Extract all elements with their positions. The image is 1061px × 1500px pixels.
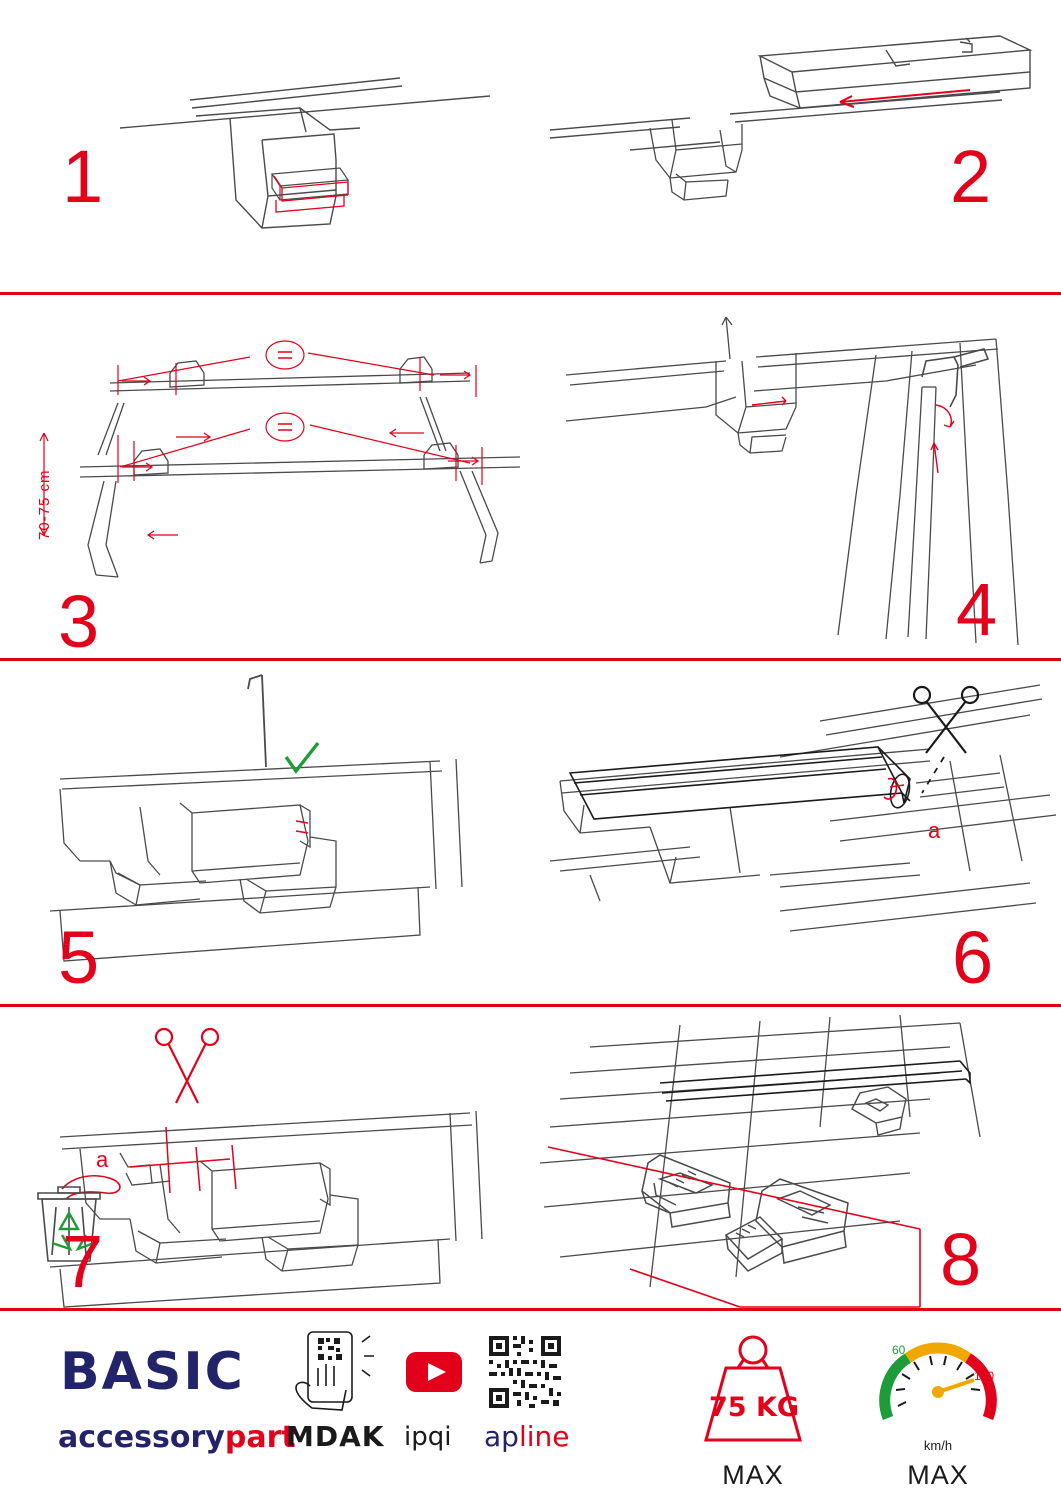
svg-text:60: 60 [892,1343,906,1357]
max-load-value: 75 KG [708,1392,800,1423]
apline-label-accent: line [518,1420,570,1453]
brand-name-main: accessory [58,1420,225,1455]
panel-step-5 [0,661,530,1004]
qr-code-icon[interactable] [487,1334,563,1410]
panel-step-1 [0,0,530,292]
youtube-logo[interactable] [406,1352,462,1392]
label-a-step-6: a [928,818,941,843]
mdak-logo [288,1330,398,1410]
label-a-step-7: a [96,1147,109,1172]
footer-bar [0,1312,1061,1500]
ipqi-label: ipqi [404,1422,452,1452]
brand-name-accent: part [224,1420,296,1455]
scissors-icon-red [156,1029,218,1103]
cut-line [922,757,944,793]
hand-phone-qr-icon [288,1330,398,1416]
panel-step-8 [530,1007,1061,1308]
youtube-icon[interactable] [406,1352,462,1392]
panel-step-3 [0,295,556,658]
max-speed-indicator [868,1326,1008,1446]
speedometer-icon [868,1326,1008,1446]
step-number-7: 7 [62,1220,103,1303]
max-load-indicator [678,1326,828,1456]
step-number-2: 2 [950,135,991,218]
step-number-1: 1 [62,135,103,218]
brand-name [58,1420,296,1455]
max-load-label: MAX [722,1460,784,1490]
diagram-step-8 [530,1007,1061,1308]
panel-step-6 [530,661,1061,1004]
step-number-6: 6 [952,916,993,999]
step-number-3: 3 [58,580,99,658]
brand-title: BASIC [60,1342,245,1402]
panel-step-7 [0,1007,530,1308]
panel-step-4 [556,295,1061,658]
apline-label-main: ap [484,1420,519,1453]
svg-text:120: 120 [974,1369,995,1383]
dimension-label: 70-75 cm [36,469,53,540]
apline-label [484,1420,569,1453]
divider-4 [0,1308,1061,1311]
qr-code[interactable] [487,1334,563,1410]
max-speed-label: MAX [907,1460,969,1490]
step-number-8: 8 [940,1218,981,1301]
panel-step-2 [530,0,1061,292]
mdak-label: MDAK [286,1420,385,1453]
speed-unit-label: km/h [923,1438,953,1453]
step-number-4: 4 [956,568,997,651]
step-number-5: 5 [58,916,99,999]
weight-icon [678,1326,828,1456]
qr-glyph [318,1338,342,1360]
